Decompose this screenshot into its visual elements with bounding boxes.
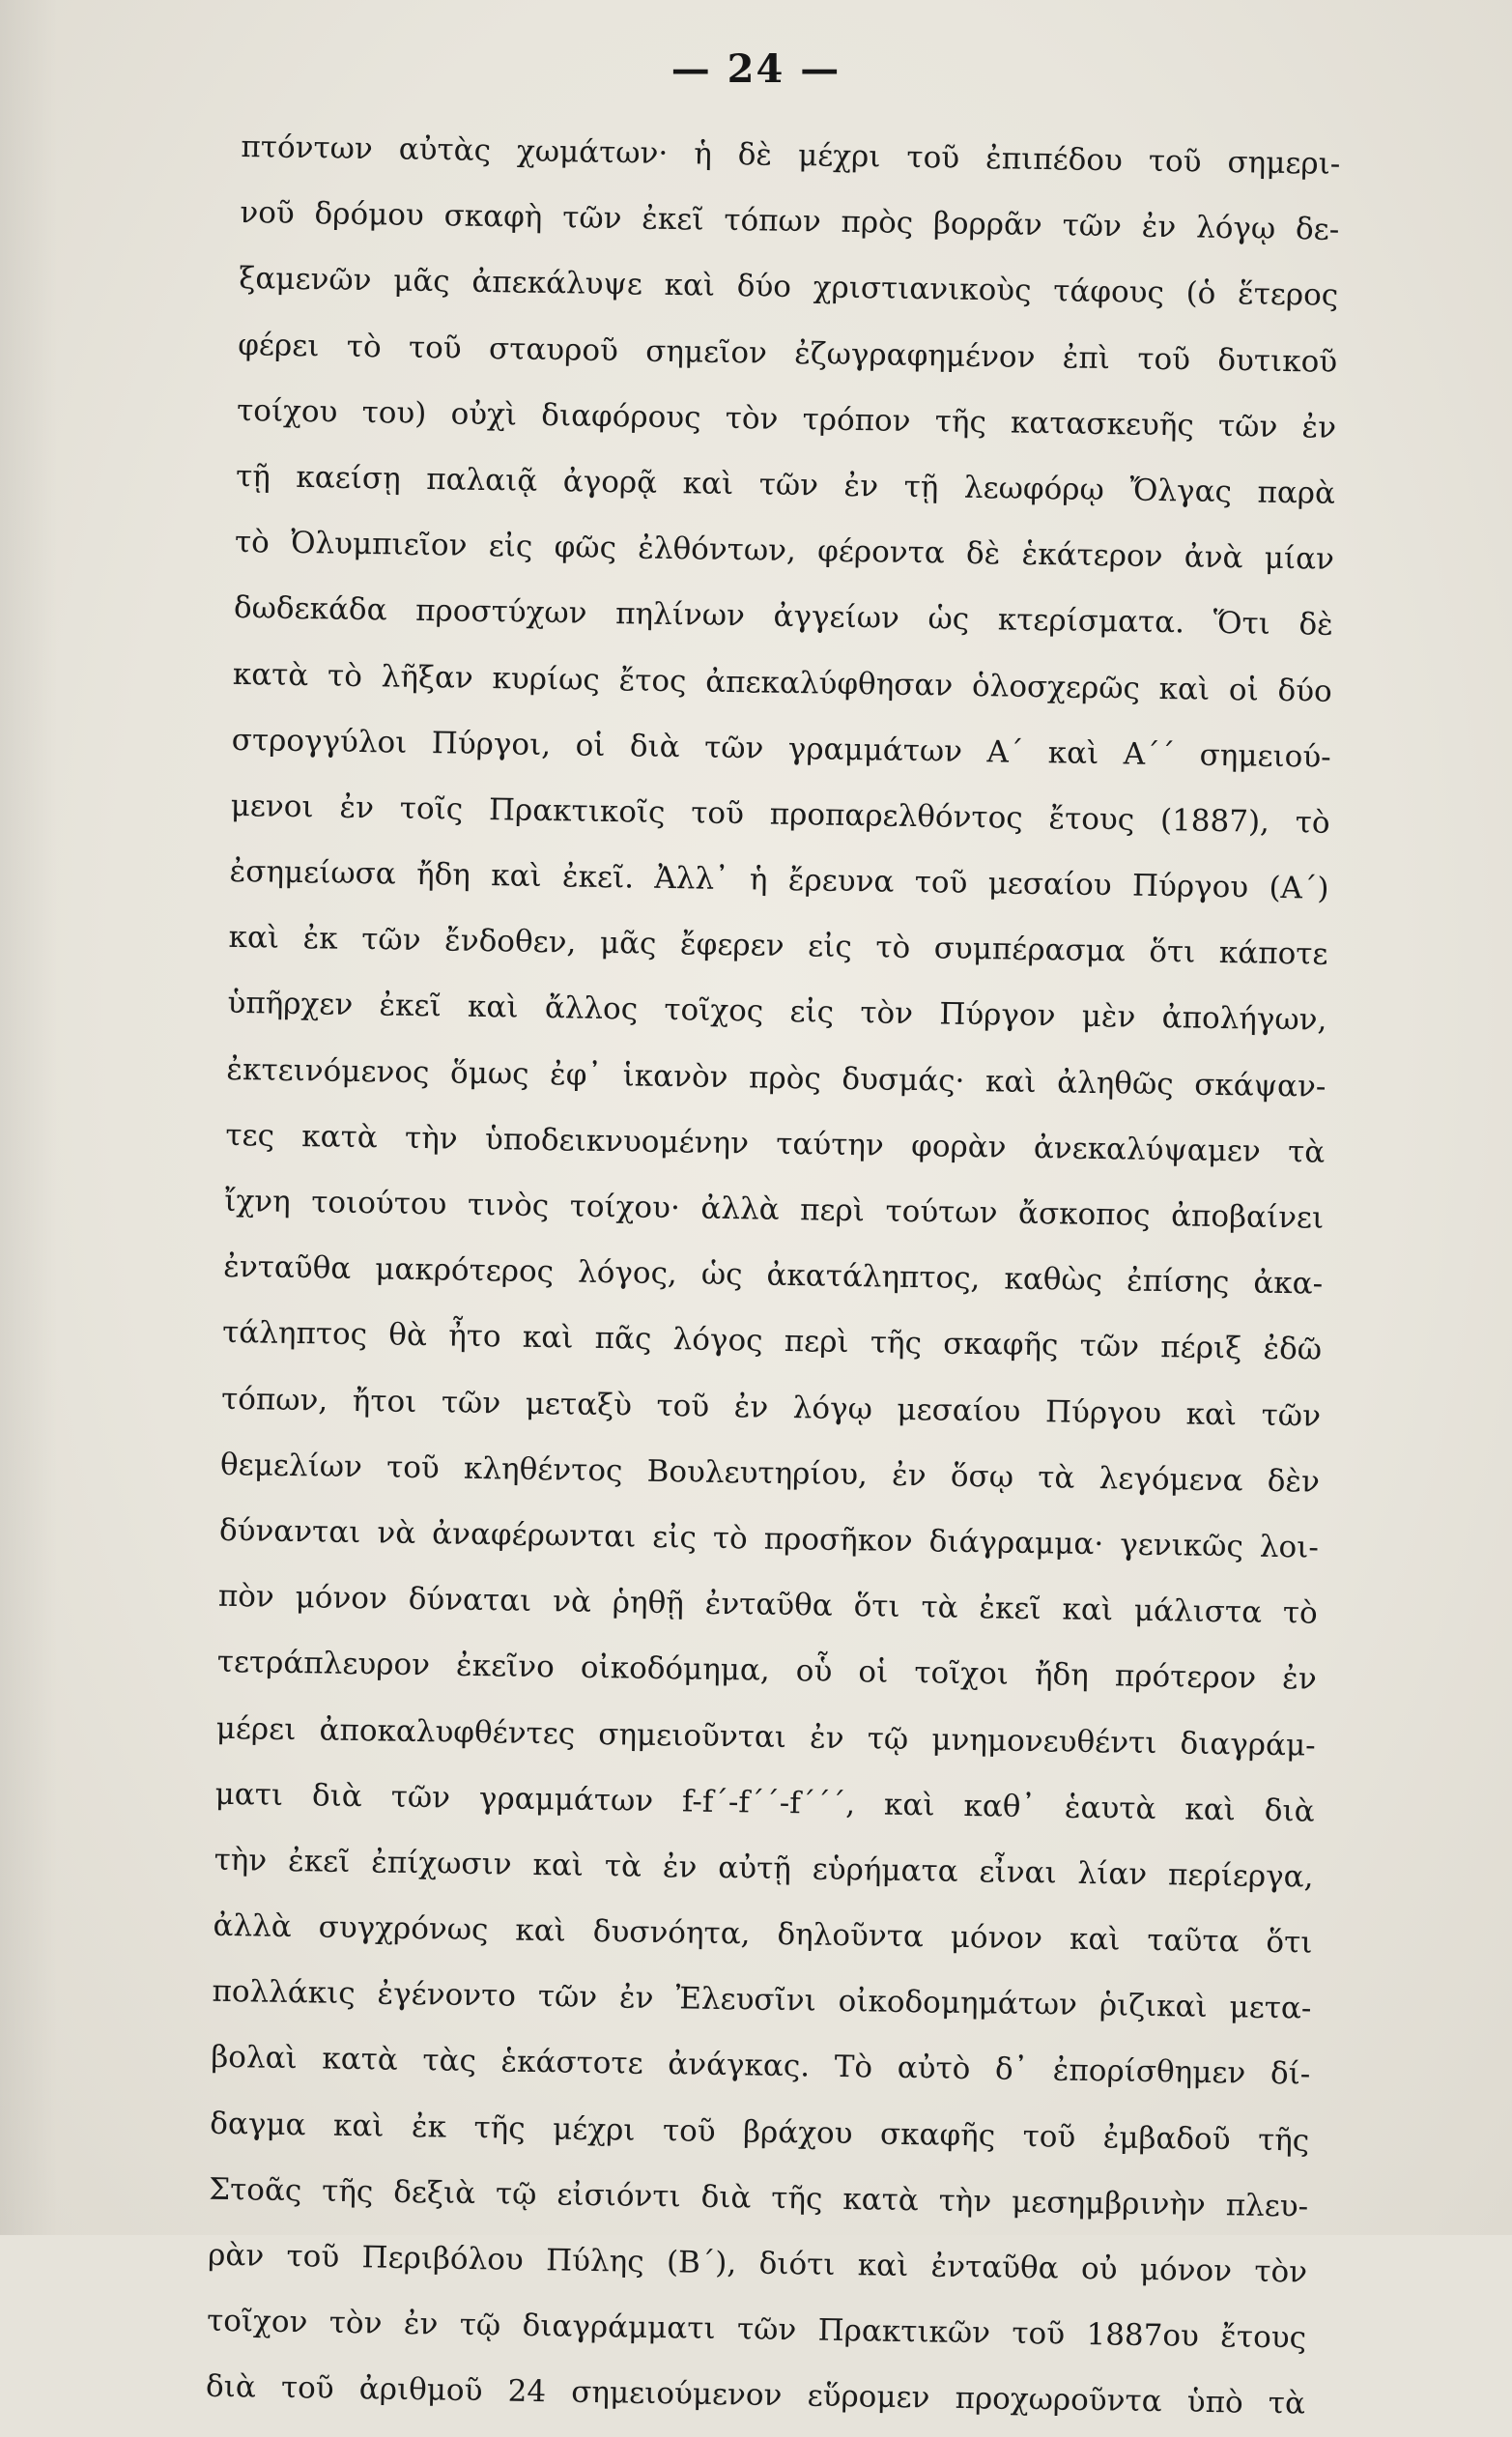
text-line: καὶ ἐκ τῶν ἔνδοθεν, μᾶς ἔφερεν εἰς τὸ συμπέρασμα ὅτι κάποτε bbox=[228, 920, 1328, 973]
text-line: πτόντων αὐτὰς χωμάτων· ἡ δὲ μέχρι τοῦ ἐπιπέδου τοῦ σημερι- bbox=[241, 129, 1341, 182]
text-line: ρὰν τοῦ Περιβόλου Πύλης (Β΄), διότι καὶ ἐνταῦθα οὐ μόνον τὸν bbox=[207, 2237, 1308, 2290]
text-line: ματι διὰ τῶν γραμμάτων f-f΄-f΄΄-f΄΄΄, καὶ καθ᾿ ἑαυτὰ καὶ διὰ bbox=[214, 1776, 1315, 1829]
body-text bbox=[206, 114, 1341, 2437]
text-line: τοίχου του) οὐχὶ διαφόρους τὸν τρόπον τῆς κατασκευῆς τῶν ἐν bbox=[236, 392, 1337, 445]
text-line: ὑπῆρχεν ἐκεῖ καὶ ἄλλος τοῖχος εἰς τὸν Πύργον μὲν ἀπολήγων, bbox=[227, 986, 1327, 1039]
text-line: διὰ τοῦ ἀριθμοῦ 24 σημειούμενον εὕρομεν προχωροῦντα ὑπὸ τὰ bbox=[205, 2369, 1306, 2422]
text-line: τες κατὰ τὴν ὑποδεικνυομένην ταύτην φορὰν ἀνεκαλύψαμεν τὰ bbox=[225, 1117, 1326, 1170]
text-line: τοῖχον τὸν ἐν τῷ διαγράμματι τῶν Πρακτικῶν τοῦ 1887ου ἔτους bbox=[206, 2303, 1307, 2356]
text-line: τῇ καείσῃ παλαιᾷ ἀγορᾷ καὶ τῶν ἐν τῇ λεωφόρῳ Ὄλγας παρὰ bbox=[235, 458, 1336, 511]
text-line: μενοι ἐν τοῖς Πρακτικοῖς τοῦ προπαρελθόντος ἔτους (1887), τὸ bbox=[230, 788, 1330, 841]
text-line: ἐκτεινόμενος ὅμως ἐφ᾿ ἱκανὸν πρὸς δυσμάς· καὶ ἀληθῶς σκάψαν- bbox=[226, 1051, 1327, 1104]
text-line: μέρει ἀποκαλυφθέντες σημειοῦνται ἐν τῷ μνημονευθέντι διαγράμ- bbox=[215, 1710, 1316, 1763]
text-line: τὴν ἐκεῖ ἐπίχωσιν καὶ τὰ ἐν αὐτῇ εὑρήματα εἶναι λίαν περίεργα, bbox=[214, 1842, 1314, 1895]
page-edge-shadow bbox=[0, 0, 58, 2235]
text-line: δωδεκάδα προστύχων πηλίνων ἀγγείων ὡς κτερίσματα. Ὅτι δὲ bbox=[233, 590, 1334, 644]
text-line: ξαμενῶν μᾶς ἀπεκάλυψε καὶ δύο χριστιανικοὺς τάφους (ὁ ἕτερος bbox=[239, 261, 1339, 314]
text-line: τετράπλευρον ἐκεῖνο οἰκοδόμημα, οὗ οἱ τοῖχοι ἤδη πρότερον ἐν bbox=[216, 1645, 1317, 1697]
text-line: κατὰ τὸ λῆξαν κυρίως ἔτος ἀπεκαλύφθησαν ὁλοσχερῶς καὶ οἱ δύο bbox=[232, 656, 1333, 709]
page-number: — 24 — bbox=[670, 46, 842, 92]
text-line: ἐσημείωσα ἤδη καὶ ἐκεῖ. Ἀλλ᾿ ἡ ἔρευνα τοῦ μεσαίου Πύργου (Α΄) bbox=[229, 853, 1329, 906]
text-line: τὸ Ὀλυμπιεῖον εἰς φῶς ἐλθόντων, φέροντα δὲ ἑκάτερον ἀνὰ μίαν bbox=[234, 525, 1335, 577]
text-line: τόπων, ἤτοι τῶν μεταξὺ τοῦ ἐν λόγῳ μεσαίου Πύργου καὶ τῶν bbox=[220, 1381, 1322, 1434]
text-line: ἐνταῦθα μακρότερος λόγος, ὡς ἀκατάληπτος, καθὼς ἐπίσης ἀκα- bbox=[222, 1249, 1324, 1302]
text-line: βολαὶ κατὰ τὰς ἑκάστοτε ἀνάγκας. Τὸ αὐτὸ δ᾿ ἐπορίσθημεν δί- bbox=[211, 2040, 1311, 2093]
text-line: δαγμα καὶ ἐκ τῆς μέχρι τοῦ βράχου σκαφῆς τοῦ ἐμβαδοῦ τῆς bbox=[210, 2106, 1310, 2159]
text-line: φέρει τὸ τοῦ σταυροῦ σημεῖον ἐζωγραφημένον ἐπὶ τοῦ δυτικοῦ bbox=[237, 327, 1338, 380]
text-line: τάληπτος θὰ ἦτο καὶ πᾶς λόγος περὶ τῆς σκαφῆς τῶν πέριξ ἐδῶ bbox=[221, 1315, 1323, 1368]
text-line: στρογγύλοι Πύργοι, οἱ διὰ τῶν γραμμάτων Α΄ καὶ Α΄΄ σημειού- bbox=[231, 722, 1331, 775]
text-line: πὸν μόνον δύναται νὰ ῥηθῇ ἐνταῦθα ὅτι τὰ ἐκεῖ καὶ μάλιστα τὸ bbox=[217, 1578, 1319, 1631]
text-line: ἴχνη τοιούτου τινὸς τοίχου· ἀλλὰ περὶ τούτων ἄσκοπος ἀποβαίνει bbox=[224, 1183, 1325, 1236]
text-line: πολλάκις ἐγένοντο τῶν ἐν Ἐλευσῖνι οἰκοδομημάτων ῥιζικαὶ μετα- bbox=[212, 1974, 1312, 2026]
text-line: Στοᾶς τῆς δεξιὰ τῷ εἰσιόντι διὰ τῆς κατὰ τὴν μεσημβρινὴν πλευ- bbox=[208, 2171, 1309, 2224]
text-line: νοῦ δρόμου σκαφὴ τῶν ἐκεῖ τόπων πρὸς βορρᾶν τῶν ἐν λόγῳ δε- bbox=[240, 195, 1340, 248]
text-line: ἀλλὰ συγχρόνως καὶ δυσνόητα, δηλοῦντα μόνον καὶ ταῦτα ὅτι bbox=[213, 1907, 1313, 1961]
text-line: δύνανται νὰ ἀναφέρωνται εἰς τὸ προσῆκον διάγραμμα· γενικῶς λοι- bbox=[218, 1512, 1320, 1565]
text-line: θεμελίων τοῦ κληθέντος Βουλευτηρίου, ἐν ὅσῳ τὰ λεγόμενα δὲν bbox=[219, 1447, 1321, 1500]
